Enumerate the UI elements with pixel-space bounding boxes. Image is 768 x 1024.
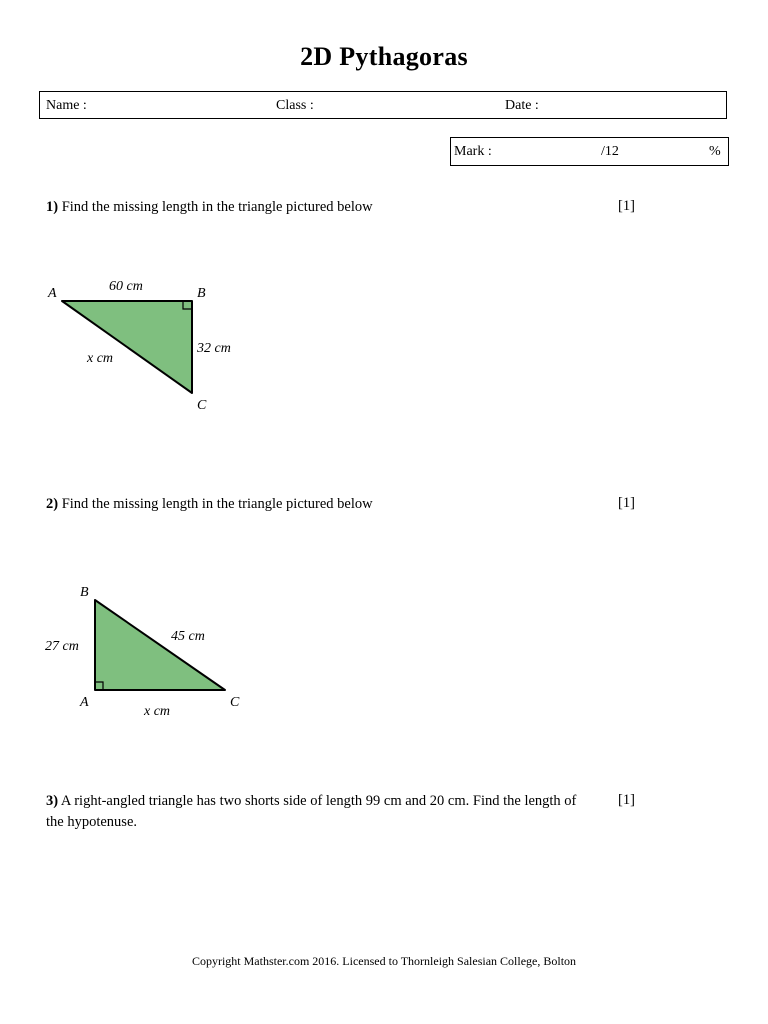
vertex-b-label: B <box>197 286 206 301</box>
question-1-number: 1) <box>46 199 59 215</box>
page-title: 2D Pythagoras <box>300 42 468 71</box>
side-bc-label: 45 cm <box>171 629 205 644</box>
question-1-triangle-diagram <box>0 270 300 430</box>
question-2-number: 2) <box>46 496 59 512</box>
question-2-marks: [1] <box>618 495 635 511</box>
question-3-number: 3) <box>46 793 59 809</box>
class-label: Class : <box>276 98 314 113</box>
side-ac-label: x cm <box>144 704 171 719</box>
mark-box <box>450 137 729 166</box>
question-1-text: Find the missing length in the triangle pictured below <box>61 199 373 215</box>
question-2-triangle-diagram <box>0 570 300 730</box>
question-3 <box>46 791 576 833</box>
question-3-text-line2: the hypotenuse. <box>46 814 138 830</box>
question-2-text: Find the missing length in the triangle pictured below <box>61 496 373 512</box>
student-info-box <box>39 91 727 119</box>
question-1 <box>46 197 373 218</box>
vertex-a-label: A <box>48 286 57 301</box>
question-3-marks: [1] <box>618 792 635 808</box>
triangle-abc <box>95 600 225 690</box>
question-1-marks: [1] <box>618 198 635 214</box>
side-ab-label: 27 cm <box>45 639 79 654</box>
copyright-footer: Copyright Mathster.com 2016. Licensed to Thornleigh Salesian College, Bolton <box>191 954 577 968</box>
side-bc-label: 32 cm <box>197 341 231 356</box>
question-3-text-line1: A right-angled triangle has two shorts side of length 99 cm and 20 cm. Find the length of <box>60 793 577 809</box>
side-ac-label: x cm <box>87 351 114 366</box>
vertex-c-label: C <box>197 398 207 413</box>
percent-sign: % <box>709 144 721 159</box>
side-ab-label: 60 cm <box>109 279 143 294</box>
vertex-b-label: B <box>80 585 89 600</box>
name-label: Name : <box>46 98 87 113</box>
vertex-c-label: C <box>230 695 240 710</box>
vertex-a-label: A <box>80 695 89 710</box>
triangle-abc <box>62 301 192 393</box>
question-2 <box>46 494 373 515</box>
date-label: Date : <box>505 98 539 113</box>
mark-label: Mark : <box>454 144 492 159</box>
mark-total: /12 <box>601 144 619 159</box>
